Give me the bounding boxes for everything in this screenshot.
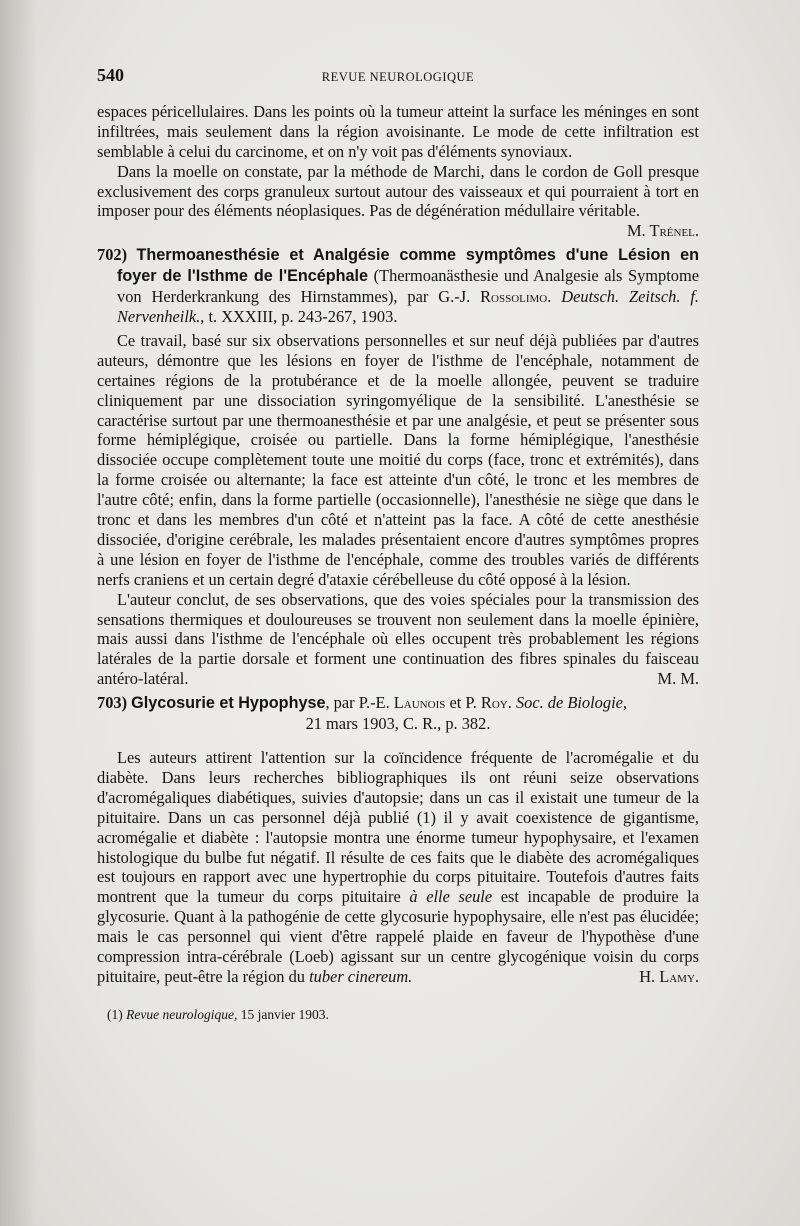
footnote-journal: Revue neurologique, bbox=[126, 1006, 238, 1022]
paragraph: espaces péricellulaires. Dans les points où la tumeur atteint la surface les méninges en sont infiltrées, mais seulement dans la région avoisinante. Le mode de cette infiltration est semblable à celui du carcinome, et on n'y voit pas d'éléments synoviaux. bbox=[97, 101, 699, 161]
footnote-mark: (1) bbox=[107, 1006, 123, 1022]
footnote bbox=[97, 1005, 699, 1025]
citation: , t. XXXIII, p. 243-267, 1903. bbox=[200, 306, 398, 326]
publication-date: 21 mars 1903, C. R., p. 382. bbox=[305, 714, 491, 734]
paragraph: Ce travail, basé sur six observations personnelles et sur neuf déjà publiées par d'autres auteurs, démontre que les lésions en foyer de l'isthme de l'encéphale, notamment de certaines régions de la protubérance et de la moelle allongée, peuvent se traduire cliniquement par une dissociation syringomyélique de la sensibilité. L'anesthésie se caractérise surtout par une thermoanesthésie et par une analgésie, et peut se présenter sous forme hémiplégique, croisée ou partielle. Dans la forme hémiplégique, l'anesthésie dissociée occupe complètement toute une moitié du corps (face, tronc et extrémités), dans la forme croisée ou alternante; la face est atteinte d'un côté, le tronc et les membres de l'autre côté; enfin, dans la forme partielle (occasionnelle), l'anesthésie ne siège que dans le tronc et dans les membres d'un côté et n'atteint pas la face. A côté de cette anesthésie dissociée, d'origine cerébrale, les malades présentaient encore d'autres symptômes propres à une lésion en foyer de l'isthme de l'encéphale, comme des troubles variés de différents nerfs craniens et un certain degré d'ataxie cérébelleuse du côté opposé à la lésion. bbox=[97, 330, 699, 589]
paragraph bbox=[97, 748, 699, 987]
journal-ref: Deutsch. Zeitsch. f. Nervenheilk. bbox=[117, 287, 700, 326]
page-header bbox=[97, 66, 699, 88]
author-initials: G.-J. bbox=[438, 287, 471, 307]
journal-ref: Soc. de Biologie, bbox=[515, 693, 627, 713]
paragraph-text: est incapable de produire la glycosurie. Quant à la pathogénie de cette glycosurie hypophysaire, elle n'est pas élucidée; mais le cas personnel qui vient d'être rappelé plaide en faveur de l'hypothèse d'une compression intra-cérébrale (Loeb) agissant sur un centre glycogénique voisin du corps pituitaire, peut-être la région du bbox=[97, 887, 699, 986]
scan-shadow bbox=[0, 0, 38, 1226]
paragraph-text: Dans la moelle on constate, par la méthode de Marchi, dans le cordon de Goll presque exclusivement des corps granuleux surtout autour des vaisseaux et qui pourraient à tort en imposer pour des éléments néoplasiques. Pas de dégénération médullaire véritable. bbox=[97, 161, 699, 221]
authors-mid: et P. bbox=[449, 693, 477, 713]
author: Launois bbox=[393, 693, 446, 713]
original-title: (Thermoanästhesie und Analgesie als Symptome von Herderkrankung des Hirnstammes), par bbox=[117, 266, 699, 307]
entry-702-heading bbox=[97, 245, 699, 327]
page-number: 540 bbox=[97, 65, 124, 85]
footnote-date: 15 janvier 1903. bbox=[240, 1006, 329, 1022]
emphasis: à elle seule bbox=[409, 887, 493, 907]
signature: M. M. bbox=[657, 669, 699, 689]
paragraph bbox=[97, 590, 699, 690]
author: Rossolimo. bbox=[480, 287, 552, 307]
paragraph-text: Les auteurs attirent l'attention sur la coïncidence fréquente de l'acromégalie et du diabète. Dans leurs recherches bibliographiques ils ont réuni seize observations d'acromégaliques diabétiques, suivies d'autopsie; dans un cas il existait une tumeur de la pituitaire. Dans un cas personnel déjà publié (1) il y avait coexistence de gigantisme, acromégalie et diabète : l'autopsie montra une énorme tumeur hypophysaire, et l'examen histologique du bulbe fut négatif. Il résulte de ces faits que le diabète des acromégaliques est toujours en rapport avec une hypertrophie du corps pituitaire. Toutefois d'autres faits montrent que la tumeur du corps pituitaire bbox=[97, 748, 699, 907]
entry-703-heading bbox=[97, 693, 699, 714]
emphasis: tuber cinereum. bbox=[309, 966, 413, 986]
signature: M. Trénel. bbox=[626, 221, 699, 241]
entry-title: Thermoanesthésie et Analgésie comme symptômes d'une Lésion en foyer de l'Isthme de l'Encéphale bbox=[117, 246, 699, 286]
signature: H. Lamy. bbox=[639, 966, 699, 986]
entry-number: 703) bbox=[97, 693, 128, 713]
running-head: REVUE NEUROLOGIQUE bbox=[321, 70, 475, 84]
page-content bbox=[97, 66, 699, 1025]
entry-title: Glycosurie et Hypophyse bbox=[131, 694, 326, 713]
author: Roy. bbox=[480, 693, 512, 713]
paragraph bbox=[97, 162, 699, 242]
authors-pre: , par P.-E. bbox=[325, 693, 390, 713]
paragraph-text: L'auteur conclut, de ses observations, que des voies spéciales pour la transmission des sensations thermiques et douloureuses se trouvent non seulement dans la moelle épinière, mais aussi dans l'isthme de l'encéphale où elles occupent très probablement les régions latérales de la partie dorsale et forment une continuation des fibres spinales du faisceau antéro-latéral. bbox=[97, 589, 699, 689]
entry-number: 702) bbox=[97, 245, 128, 265]
